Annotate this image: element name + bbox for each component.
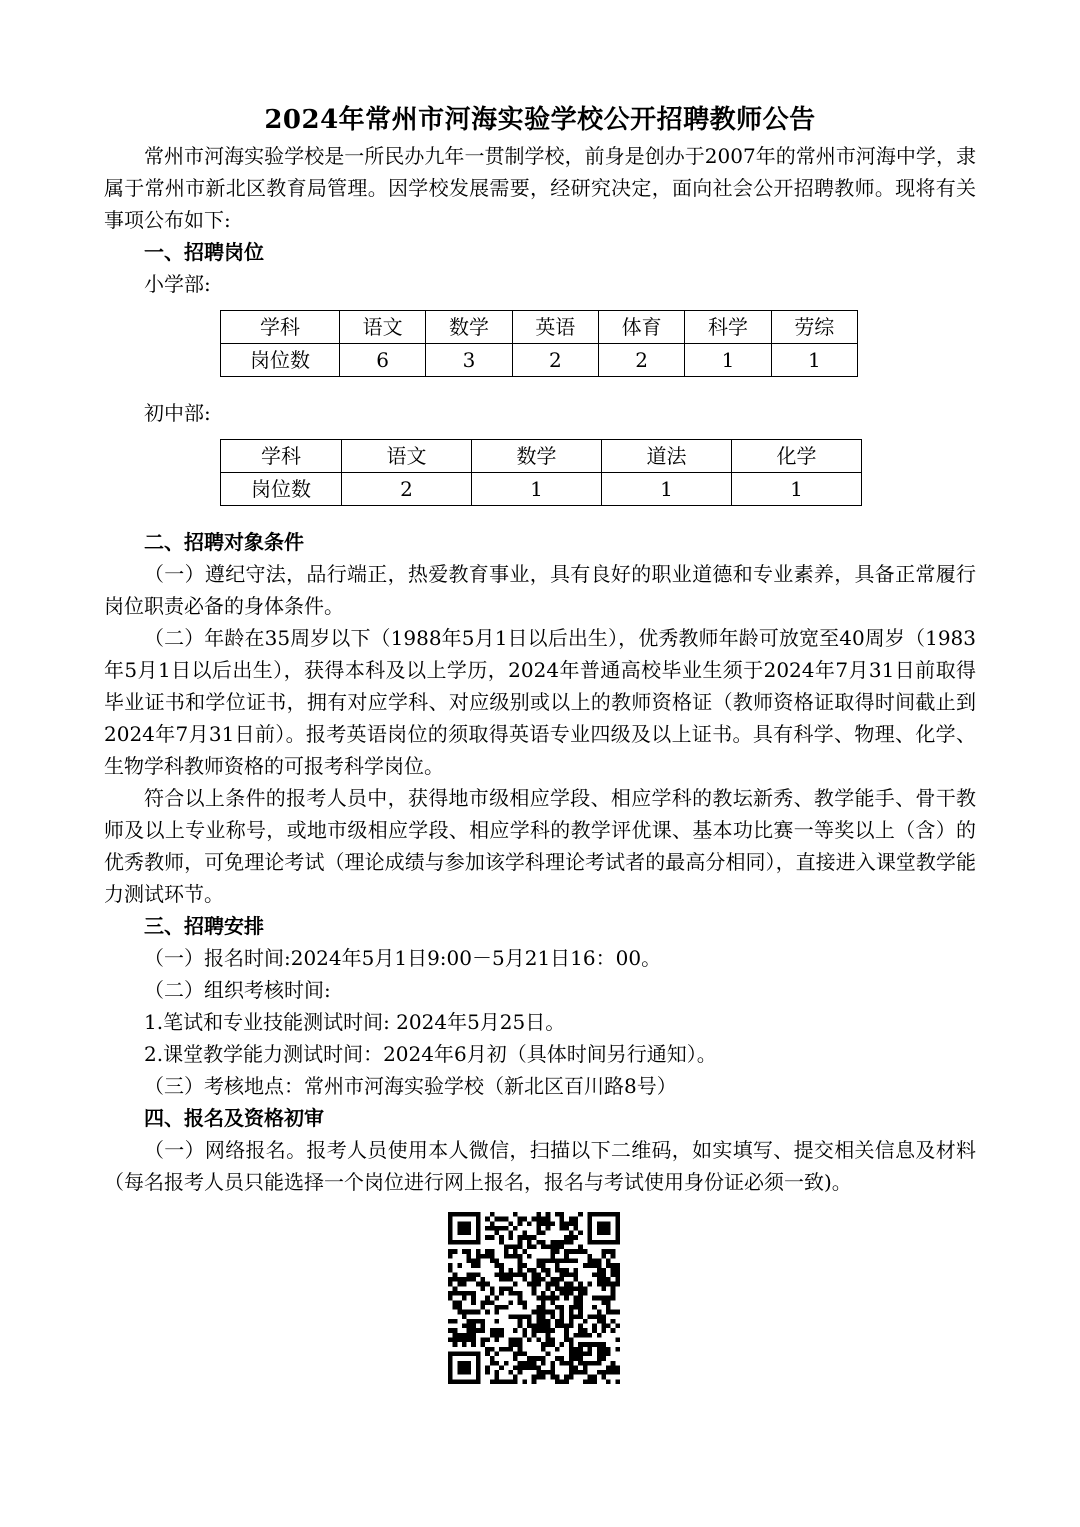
table-cell: 学科	[221, 440, 342, 473]
section4-heading: 四、报名及资格初审	[144, 1106, 324, 1130]
primary-school-label: 小学部:	[144, 272, 211, 296]
table-cell: 2	[598, 344, 684, 377]
table-cell: 1	[685, 344, 771, 377]
junior-school-label: 初中部:	[144, 401, 211, 425]
table-cell: 劳综	[771, 311, 857, 344]
table-cell: 学科	[221, 311, 340, 344]
table-cell: 3	[426, 344, 512, 377]
table-cell: 道法	[602, 440, 732, 473]
section1-heading: 一、招聘岗位	[144, 240, 264, 264]
table-cell: 1	[771, 344, 857, 377]
section2-paragraph-1: （一）遵纪守法，品行端正，热爱教育事业，具有良好的职业道德和专业素养，具备正常履行岗位职责必备的身体条件。	[104, 562, 976, 618]
table-cell: 英语	[512, 311, 598, 344]
primary-positions-table	[220, 310, 858, 377]
online-registration-paragraph: （一）网络报名。报考人员使用本人微信，扫描以下二维码，如实填写、提交相关信息及材料（每名报考人员只能选择一个岗位进行网上报名，报名与考试使用身份证必须一致)。	[104, 1138, 976, 1194]
section2-paragraph-3: 符合以上条件的报考人员中，获得地市级相应学段、相应学科的教坛新秀、教学能手、骨干教师及以上专业称号，或地市级相应学段、相应学科的教学评优课、基本功比赛一等奖以上（含）的优秀教师，可免理论考试（理论成绩与参加该学科理论考试者的最高分相同），直接进入课堂教学能力测试环节。	[104, 786, 976, 906]
table-row	[221, 473, 862, 506]
section2-paragraph-2: （二）年龄在35周岁以下（1988年5月1日以后出生），优秀教师年龄可放宽至40周岁（1983年5月1日以后出生），获得本科及以上学历，2024年普通高校毕业生须于2024年7月31日前取得毕业证书和学位证书，拥有对应学科、对应级别或以上的教师资格证（教师资格证取得时间截止到2024年7月31日前）。报考英语岗位的须取得英语专业四级及以上证书。具有科学、物理、化学、生物学科教师资格的可报考科学岗位。	[104, 626, 976, 778]
table-cell: 岗位数	[221, 473, 342, 506]
intro-paragraph: 常州市河海实验学校是一所民办九年一贯制学校，前身是创办于2007年的常州市河海中学，隶属于常州市新北区教育局管理。因学校发展需要，经研究决定，面向社会公开招聘教师。现将有关事项公布如下:	[104, 144, 976, 232]
table-cell: 数学	[472, 440, 602, 473]
table-cell: 化学	[732, 440, 862, 473]
table-cell: 1	[732, 473, 862, 506]
registration-time: （一）报名时间:2024年5月1日9:00－5月21日16：00。	[144, 946, 662, 970]
assessment-location: （三）考核地点：常州市河海实验学校（新北区百川路8号）	[144, 1074, 677, 1098]
section3-heading: 三、招聘安排	[144, 914, 264, 938]
qr-code-icon[interactable]	[448, 1212, 620, 1384]
table-cell: 2	[342, 473, 472, 506]
section2-heading: 二、招聘对象条件	[144, 530, 304, 554]
table-row	[221, 440, 862, 473]
table-cell: 2	[512, 344, 598, 377]
page-title: 2024年常州市河海实验学校公开招聘教师公告	[264, 105, 816, 135]
junior-positions-table	[220, 439, 862, 506]
table-cell: 科学	[685, 311, 771, 344]
table-cell: 1	[472, 473, 602, 506]
table-cell: 语文	[340, 311, 426, 344]
table-row	[221, 344, 858, 377]
table-row	[221, 311, 858, 344]
table-cell: 体育	[598, 311, 684, 344]
classroom-test-time: 2.课堂教学能力测试时间：2024年6月初（具体时间另行通知）。	[144, 1042, 717, 1066]
written-test-time: 1.笔试和专业技能测试时间: 2024年5月25日。	[144, 1010, 566, 1034]
table-cell: 6	[340, 344, 426, 377]
table-cell: 岗位数	[221, 344, 340, 377]
table-cell: 数学	[426, 311, 512, 344]
table-cell: 语文	[342, 440, 472, 473]
document-body	[104, 100, 976, 1384]
table-cell: 1	[602, 473, 732, 506]
assessment-time-label: （二）组织考核时间:	[144, 978, 331, 1002]
